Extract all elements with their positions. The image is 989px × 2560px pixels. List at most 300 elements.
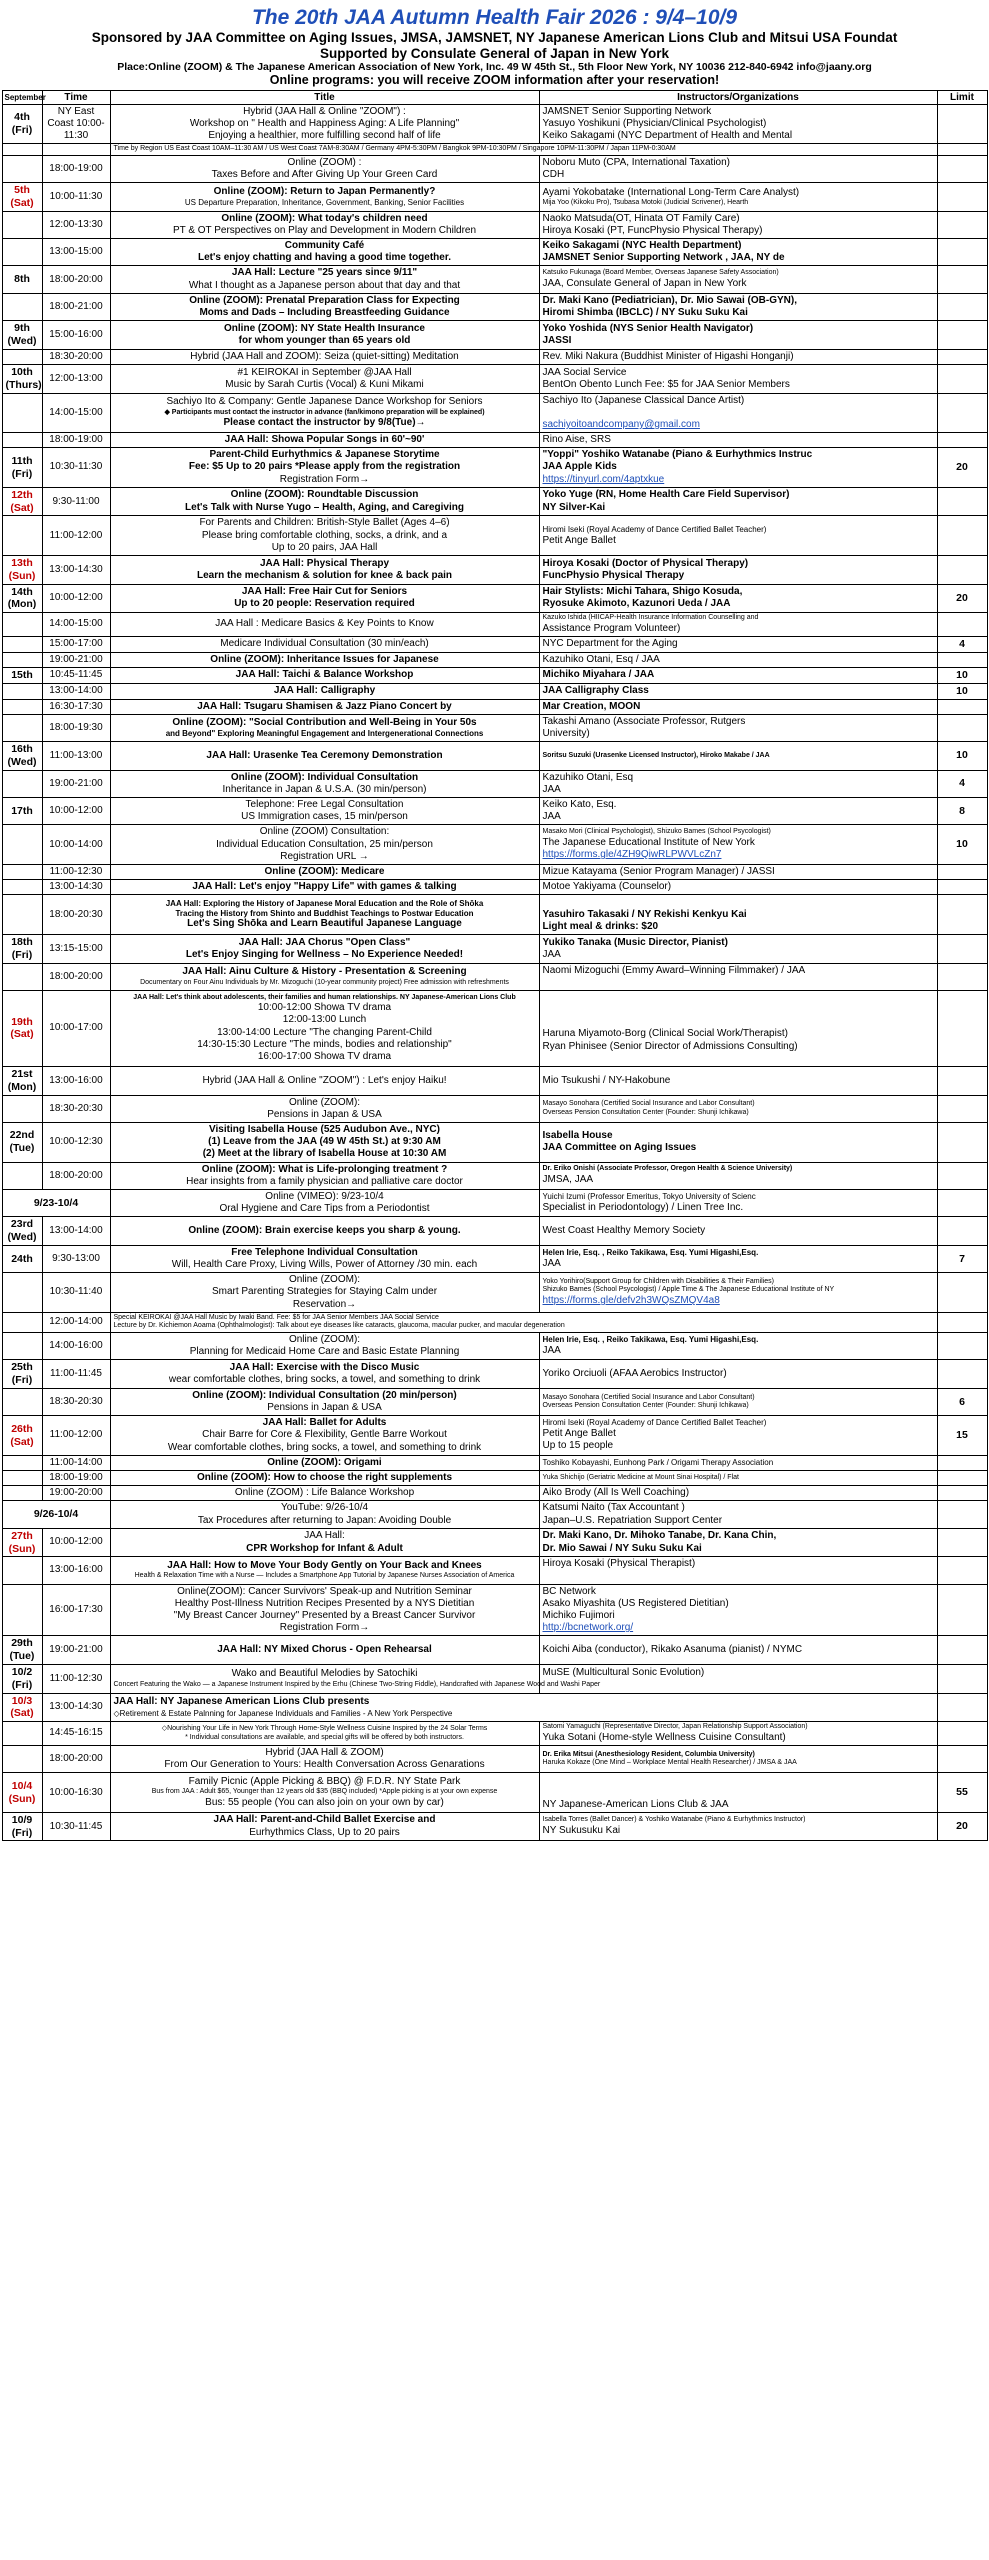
instructor-line: Ayami Yokobatake (International Long-Term Care Analyst) xyxy=(542,186,800,198)
title-line: Online (ZOOM): What is Life-prolonging treatment ? xyxy=(201,1163,448,1175)
sponsor-line: Sponsored by JAA Committee on Aging Issues, JMSA, JAMSNET, NY Japanese American Lions Club and Mitsui USA Foundat xyxy=(91,30,898,46)
title-line: Online (ZOOM) : xyxy=(287,156,362,168)
row-instructor xyxy=(539,433,937,448)
row-time: 18:00-19:00 xyxy=(42,433,110,448)
row-time: 18:30-20:00 xyxy=(42,349,110,364)
title-line: Bus: 55 people (You can also join on your own by car) xyxy=(205,1796,444,1808)
instructor-line: NY Silver-Kai xyxy=(542,501,606,513)
row-instructor xyxy=(539,1416,937,1456)
row-limit xyxy=(937,1455,987,1470)
row-title xyxy=(110,487,539,516)
instructor-line: JAA xyxy=(542,1257,561,1269)
row-title xyxy=(110,934,539,963)
table-row xyxy=(2,1189,987,1216)
instructor-line: Hiroya Kosaki (Physical Therapist) xyxy=(542,1558,696,1570)
row-limit xyxy=(937,1273,987,1313)
title-line: JAA Hall: JAA Chorus "Open Class" xyxy=(238,936,411,948)
row-time: 13:00-15:00 xyxy=(42,239,110,266)
instructor-line: BentOn Obento Lunch Fee: $5 for JAA Senior Members xyxy=(542,378,790,390)
instructor-line: Naoko Matsuda(OT, Hinata OT Family Care) xyxy=(542,212,740,224)
table-row xyxy=(2,144,987,156)
row-date xyxy=(2,393,42,433)
title-line: Documentary on Four Ainu Individuals by Mr. Mizoguchi (10-year community project) Free admission with refreshments xyxy=(140,978,509,986)
instructor-line: Overseas Pension Consultation Center (Founder: Shunji Ichikawa) xyxy=(542,1108,749,1116)
row-title xyxy=(110,1584,539,1636)
title-line: JAA Hall: Lecture "25 years since 9/11" xyxy=(231,267,418,279)
row-limit xyxy=(937,895,987,935)
online-note: Online programs: you will receive ZOOM information after your reservation! xyxy=(269,73,720,88)
row-date xyxy=(2,613,42,637)
row-title xyxy=(110,864,539,879)
table-row xyxy=(2,934,987,963)
row-limit xyxy=(937,714,987,741)
instructor-line xyxy=(543,992,934,1004)
title-line: 14:30-15:30 Lecture "The minds, bodies and relationship" xyxy=(197,1038,452,1050)
instructor-line: NY Sukusuku Kai xyxy=(542,1824,621,1836)
instructor-line: Yuichi Izumi (Professor Emeritus, Tokyo University of Scienc xyxy=(542,1192,756,1202)
title-line: Online (ZOOM): "Social Contribution and Well-Being in Your 50s xyxy=(172,716,477,728)
row-time: 11:00-12:30 xyxy=(42,1665,110,1694)
registration-link[interactable]: https://forms.gle/4ZH9QiwRLPWVLcZn7 xyxy=(542,848,722,860)
row-limit xyxy=(937,1665,987,1694)
row-title xyxy=(110,714,539,741)
row-date: 10/4 (Sun) xyxy=(2,1773,42,1813)
row-instructor xyxy=(539,1745,937,1772)
row-date: 4th (Fri) xyxy=(2,104,42,144)
title-line: Let's Sing Shōka and Learn Beautiful Japanese Language xyxy=(187,918,462,930)
row-date xyxy=(2,144,42,156)
instructor-line: Hiromi Iseki (Royal Academy of Dance Certified Ballet Teacher) xyxy=(542,524,767,534)
row-time: 19:00-21:00 xyxy=(42,770,110,797)
table-row xyxy=(2,895,987,935)
row-limit xyxy=(937,487,987,516)
table-row xyxy=(2,770,987,797)
row-limit: 55 xyxy=(937,1773,987,1813)
title-line: What I thought as a Japanese person about that day and that xyxy=(188,279,461,291)
row-limit xyxy=(937,1693,987,1722)
row-title xyxy=(110,266,539,293)
row-time: 12:00-13:30 xyxy=(42,211,110,238)
row-title xyxy=(110,211,539,238)
title-line: wear comfortable clothes, bring socks, a towel, and something to drink xyxy=(168,1374,481,1386)
instructor-line: Dr. Maki Kano (Pediatrician), Dr. Mio Sawai (OB-GYN), xyxy=(542,294,797,306)
row-title xyxy=(110,183,539,212)
row-instructor xyxy=(539,667,937,683)
registration-link[interactable]: https://forms.gle/defv2h3WQsZMQV4a8 xyxy=(542,1294,720,1306)
instructor-line xyxy=(543,977,934,989)
row-limit: 10 xyxy=(937,825,987,865)
column-header-instructor: Instructors/Organizations xyxy=(539,90,937,104)
instructor-line: JAA Committee on Aging Issues xyxy=(542,1142,697,1154)
row-instructor xyxy=(539,1812,937,1841)
row-date: 27th (Sun) xyxy=(2,1528,42,1557)
instructor-line: Dr. Mio Sawai / NY Suku Suku Kai xyxy=(542,1542,702,1554)
table-row xyxy=(2,990,987,1066)
row-limit xyxy=(937,990,987,1066)
row-limit: 6 xyxy=(937,1388,987,1415)
row-title xyxy=(110,1745,539,1772)
row-instructor xyxy=(539,364,937,393)
row-time: 18:00-19:00 xyxy=(42,155,110,182)
row-title xyxy=(110,613,539,637)
title-line: JAA Hall: Free Hair Cut for Seniors xyxy=(241,586,408,598)
table-row xyxy=(2,1095,987,1122)
instructor-line: MuSE (Multicultural Sonic Evolution) xyxy=(542,1666,705,1678)
instructor-line: Yuka Sotani (Home-style Wellness Cuisine Consultant) xyxy=(542,1731,786,1743)
row-limit xyxy=(937,1745,987,1772)
table-row xyxy=(2,963,987,990)
table-row xyxy=(2,1470,987,1485)
title-line: Please bring comfortable clothing, socks, a drink, and a xyxy=(201,529,448,541)
row-date xyxy=(2,714,42,741)
row-title xyxy=(110,239,539,266)
schedule-header-row xyxy=(2,90,987,104)
row-time: 13:15-15:00 xyxy=(42,934,110,963)
instructor-line: Helen Irie, Esq. , Reiko Takikawa, Esq. Yumi Higashi,Esq. xyxy=(542,1335,759,1345)
row-title xyxy=(110,683,539,699)
instructor-line xyxy=(543,1016,934,1028)
table-row xyxy=(2,880,987,895)
table-row xyxy=(2,584,987,613)
instructor-line: Yoko Yuge (RN, Home Health Care Field Supervisor) xyxy=(542,489,790,501)
row-instructor xyxy=(539,1665,937,1694)
instructor-line: Yoko Yoshida (NYS Senior Health Navigator) xyxy=(542,322,754,334)
title-line: * Individual consultations are available, and special gifts will be offered by both instructors. xyxy=(185,1733,464,1741)
instructor-line xyxy=(543,1004,934,1016)
row-instructor xyxy=(539,963,937,990)
title-line: YouTube: 9/26-10/4 xyxy=(280,1502,369,1514)
row-limit xyxy=(937,1095,987,1122)
instructor-line: Soritsu Suzuki (Urasenke Licensed Instructor), Hiroko Makabe / JAA xyxy=(542,751,770,759)
row-time: 18:00-19:00 xyxy=(42,1470,110,1485)
row-date xyxy=(2,349,42,364)
title-line: Online (ZOOM) Consultation: xyxy=(259,826,390,838)
table-row xyxy=(2,1557,987,1584)
row-instructor xyxy=(539,770,937,797)
row-time: 14:45-16:15 xyxy=(42,1722,110,1746)
row-limit: 20 xyxy=(937,584,987,613)
title-line: Free Telephone Individual Consultation xyxy=(231,1246,418,1258)
row-instructor xyxy=(539,1722,937,1746)
instructor-line: Masayo Sonohara (Certified Social Insurance and Labor Consultant) xyxy=(542,1393,755,1401)
title-line: Chair Barre for Core & Flexibility, Gentle Barre Workout xyxy=(202,1429,447,1441)
row-instructor xyxy=(539,1557,937,1584)
row-time: 10:00-17:00 xyxy=(42,990,110,1066)
row-limit xyxy=(937,183,987,212)
row-date xyxy=(2,1162,42,1189)
row-time: 9:30-11:00 xyxy=(42,487,110,516)
row-limit xyxy=(937,144,987,156)
table-row xyxy=(2,1360,987,1389)
table-row xyxy=(2,1217,987,1246)
title-line: Lecture by Dr. Kichiemon Aoama (Ophthalmologist): Talk about eye diseases like cataracts, glaucoma, macular pucker, and macular degeneration xyxy=(113,1322,565,1330)
title-line: Bus from JAA : Adult $65, Younger than 12 years old $35 (BBQ included) *Apple picking is at your own expense xyxy=(151,1788,498,1796)
row-limit xyxy=(937,1528,987,1557)
row-date: 10/9 (Fri) xyxy=(2,1812,42,1841)
row-limit xyxy=(937,1486,987,1501)
title-line: Fee: $5 Up to 20 pairs *Please apply from the registration xyxy=(188,461,461,473)
row-instructor xyxy=(539,321,937,350)
instructor-line: Yuka Shichijo (Geriatric Medicine at Mount Sinai Hospital) / Flat xyxy=(542,1473,739,1481)
table-row xyxy=(2,742,987,771)
title-line: Hybrid (JAA Hall & Online "ZOOM") : Let's enjoy Haiku! xyxy=(202,1074,447,1086)
row-instructor xyxy=(539,104,937,144)
instructor-line: Takashi Amano (Associate Professor, Rutgers xyxy=(542,715,746,727)
row-date: 10th (Thurs) xyxy=(2,364,42,393)
table-row xyxy=(2,1273,987,1313)
instructor-line: Katsumi Naito (Tax Accountant ) xyxy=(542,1502,685,1514)
row-title xyxy=(110,742,539,771)
row-limit: 20 xyxy=(937,448,987,488)
instructor-line: Mio Tsukushi / NY-Hakobune xyxy=(542,1074,671,1086)
row-date xyxy=(2,1332,42,1359)
row-date xyxy=(2,825,42,865)
registration-link[interactable]: http://bcnetwork.org/ xyxy=(542,1622,634,1634)
row-date: 9th (Wed) xyxy=(2,321,42,350)
row-date xyxy=(2,239,42,266)
title-line: (1) Leave from the JAA (49 W 45th St.) at 9:30 AM xyxy=(208,1136,441,1148)
row-limit xyxy=(937,963,987,990)
row-limit xyxy=(937,433,987,448)
table-row xyxy=(2,393,987,433)
title-line: 13:00-14:00 Lecture "The changing Parent-Child xyxy=(217,1026,432,1038)
row-limit xyxy=(937,1217,987,1246)
row-instructor xyxy=(539,1486,937,1501)
table-row xyxy=(2,667,987,683)
instructor-line: Michiko Miyahara / JAA xyxy=(542,669,655,681)
row-title xyxy=(110,516,539,556)
title-line: JAA Hall: How to Move Your Body Gently on Your Back and Knees xyxy=(167,1560,482,1572)
instructor-line: Mizue Katayama (Senior Program Manager) / JASSI xyxy=(542,865,775,877)
title-line: Online (ZOOM): Inheritance Issues for Japanese xyxy=(210,653,439,665)
row-date: 9/23-10/4 xyxy=(2,1189,110,1216)
title-line: Online (ZOOM): Brain exercise keeps you sharp & young. xyxy=(188,1224,461,1236)
title-line: (2) Meet at the library of Isabella House at 10:30 AM xyxy=(202,1148,447,1160)
table-row xyxy=(2,104,987,144)
row-time: 10:00-12:00 xyxy=(42,1528,110,1557)
row-instructor xyxy=(539,293,937,320)
row-time: 11:00-13:00 xyxy=(42,742,110,771)
registration-link[interactable]: https://tinyurl.com/4aptxkue xyxy=(542,473,665,485)
registration-link[interactable]: sachiyoitoandcompany@gmail.com xyxy=(542,418,700,430)
instructor-line: Yoko Yorihiro(Support Group for Children with Disabilities & Their Families) xyxy=(542,1277,774,1285)
row-title xyxy=(110,1360,539,1389)
row-instructor xyxy=(539,1122,937,1162)
row-limit xyxy=(937,1636,987,1665)
title-line: Hear insights from a family physician and palliative care doctor xyxy=(186,1175,463,1187)
row-time: 13:00-14:00 xyxy=(42,1217,110,1246)
instructor-line xyxy=(543,1774,934,1786)
instructor-line: NYC Department for the Aging xyxy=(542,638,678,650)
row-time: 10:00-16:30 xyxy=(42,1773,110,1813)
row-date: 10/2 (Fri) xyxy=(2,1665,42,1694)
row-instructor xyxy=(539,652,937,667)
instructor-line: Yasuyo Yoshikuni (Physician/Clinical Psychologist) xyxy=(542,117,767,129)
row-time: 11:00-12:00 xyxy=(42,1416,110,1456)
schedule-body xyxy=(2,104,987,1841)
row-title xyxy=(110,155,539,182)
title-line: JAA Hall: Exercise with the Disco Music xyxy=(229,1361,420,1373)
row-time: 19:00-21:00 xyxy=(42,1636,110,1665)
row-date xyxy=(2,963,42,990)
row-limit xyxy=(937,1584,987,1636)
table-row xyxy=(2,1501,987,1528)
instructor-line: Mija Yoo (Kikoku Pro), Tsubasa Motoki (Judicial Scrivener), Hearth xyxy=(542,198,749,206)
row-time: 10:45-11:45 xyxy=(42,667,110,683)
title-line: Learn the mechanism & solution for knee & back pain xyxy=(196,569,453,581)
title-line: JAA Hall: xyxy=(304,1530,345,1542)
row-title xyxy=(110,393,539,433)
title-line: Online (ZOOM): Origami xyxy=(267,1456,382,1468)
row-time: 15:00-17:00 xyxy=(42,636,110,652)
row-instructor xyxy=(539,1388,937,1415)
instructor-line: Sachiyo Ito (Japanese Classical Dance Artist) xyxy=(542,394,745,406)
row-title xyxy=(110,667,539,683)
row-date: 24th xyxy=(2,1245,42,1272)
row-instructor xyxy=(539,1360,937,1389)
row-instructor xyxy=(539,183,937,212)
instructor-line: JAA xyxy=(542,948,561,960)
row-title xyxy=(110,1636,539,1665)
instructor-line: Aiko Brody (All Is Well Coaching) xyxy=(542,1487,690,1499)
title-line: Parent-Child Eurhythmics & Japanese Storytime xyxy=(209,449,440,461)
row-instructor xyxy=(539,1584,937,1636)
row-title xyxy=(110,699,539,714)
table-row xyxy=(2,1528,987,1557)
column-header-title: Title xyxy=(110,90,539,104)
row-instructor xyxy=(539,1217,937,1246)
title-line: ◆ Participants must contact the instructor in advance (fan/kimono preparation will be explained) xyxy=(164,408,485,416)
row-time: 18:00-21:00 xyxy=(42,293,110,320)
row-limit xyxy=(937,1162,987,1189)
row-date: 13th (Sun) xyxy=(2,556,42,585)
instructor-line: Haruna Miyamoto-Borg (Clinical Social Work/Therapist) xyxy=(542,1028,788,1040)
instructor-line: Kazuhiko Otani, Esq / JAA xyxy=(542,653,660,665)
row-instructor xyxy=(539,349,937,364)
row-limit: 7 xyxy=(937,1245,987,1272)
row-title xyxy=(110,104,539,144)
row-instructor xyxy=(539,1095,937,1122)
title-line: 10:00-12:00 Showa TV drama xyxy=(257,1002,392,1014)
instructor-line: BC Network xyxy=(542,1585,596,1597)
row-instructor xyxy=(539,699,937,714)
title-line: Online (ZOOM): Medicare xyxy=(264,865,385,877)
title-line: and Beyond" Exploring Meaningful Engagement and Intergenerational Connections xyxy=(165,729,484,739)
title-line: Up to 20 pairs, JAA Hall xyxy=(271,541,378,553)
row-limit: 10 xyxy=(937,667,987,683)
title-line: Concert Featuring the Wako — a Japanese Instrument Inspired by the Erhu (Chinese Two-String Fiddle), Handcrafted with Japanese Wood and Washi Paper xyxy=(113,1680,601,1688)
row-time: 15:00-16:00 xyxy=(42,321,110,350)
row-limit xyxy=(937,880,987,895)
title-line: Pensions in Japan & USA xyxy=(267,1108,382,1120)
row-time: 16:30-17:30 xyxy=(42,699,110,714)
instructor-line: West Coast Healthy Memory Society xyxy=(542,1224,706,1236)
row-limit: 8 xyxy=(937,798,987,825)
instructor-line: Keiko Sakagami (NYC Health Department) xyxy=(542,240,742,252)
title-line: JAA Hall: Taichi & Balance Workshop xyxy=(235,669,414,681)
row-limit xyxy=(937,1557,987,1584)
instructor-line: Rev. Miki Nakura (Buddhist Minister of Higashi Honganji) xyxy=(542,350,794,362)
title-line: JAA Hall : Medicare Basics & Key Points to Know xyxy=(215,618,434,630)
instructor-line xyxy=(543,1571,934,1583)
row-title xyxy=(110,895,539,935)
place-line: Place:Online (ZOOM) & The Japanese American Association of New York, Inc. 49 W 45th St., 5th Floor New York, NY 10036 212-840-6942 info@jaany.org xyxy=(117,61,872,74)
instructor-line: Satomi Yamaguchi (Representative Director, Japan Relationship Support Association) xyxy=(542,1723,808,1731)
row-date xyxy=(2,1584,42,1636)
instructor-line: Light meal & drinks: $20 xyxy=(542,920,659,932)
title-line: Eurhythmics Class, Up to 20 pairs xyxy=(249,1826,400,1838)
row-time: 11:00-11:45 xyxy=(42,1360,110,1389)
title-line: JAA Hall: Calligraphy xyxy=(273,685,376,696)
row-instructor xyxy=(539,393,937,433)
schedule-table xyxy=(2,90,988,1842)
row-instructor xyxy=(539,155,937,182)
title-line: Health & Relaxation Time with a Nurse — Includes a Smartphone App Tutorial by Japanese Nurses Association of America xyxy=(134,1572,515,1580)
row-title xyxy=(110,1812,539,1841)
instructor-line: Noboru Muto (CPA, International Taxation) xyxy=(542,156,731,168)
row-limit xyxy=(937,155,987,182)
title-line: JAA Hall: Showa Popular Songs in 60'~90' xyxy=(224,434,425,446)
row-time: 10:30-11:30 xyxy=(42,448,110,488)
row-instructor xyxy=(539,1067,937,1096)
table-row xyxy=(2,1416,987,1456)
row-date: 23rd (Wed) xyxy=(2,1217,42,1246)
row-instructor xyxy=(539,487,937,516)
title-line: Hybrid (JAA Hall & Online "ZOOM") : xyxy=(243,105,406,117)
row-title xyxy=(110,825,539,865)
instructor-line: JAMSNET Senior Supporting Network xyxy=(542,105,712,117)
row-date: 22nd (Tue) xyxy=(2,1122,42,1162)
row-time: 18:00-19:30 xyxy=(42,714,110,741)
instructor-line: Petit Ange Ballet xyxy=(542,1428,616,1440)
instructor-line: Dr. Eriko Onishi (Associate Professor, Oregon Health & Science University) xyxy=(542,1165,793,1173)
table-row xyxy=(2,1245,987,1272)
title-line: JAA Hall: Tsugaru Shamisen & Jazz Piano Concert by xyxy=(197,700,452,712)
row-limit xyxy=(937,293,987,320)
row-instructor xyxy=(539,990,937,1066)
row-time: 19:00-20:00 xyxy=(42,1486,110,1501)
title-line: Medicare Individual Consultation (30 min/each) xyxy=(220,638,429,650)
instructor-line xyxy=(543,1787,934,1799)
title-line: Online (ZOOM): xyxy=(288,1274,361,1286)
instructor-line: JAMSNET Senior Supporting Network , JAA, NY de xyxy=(542,252,785,264)
row-time: 16:00-17:30 xyxy=(42,1584,110,1636)
row-date xyxy=(2,1095,42,1122)
title-line: ◇Retirement & Estate Palnning for Japanese Individuals and Families - A New York Perspective xyxy=(113,1708,453,1718)
instructor-line: Overseas Pension Consultation Center (Founder: Shunji Ichikawa) xyxy=(542,1402,749,1410)
row-time: 10:00-12:00 xyxy=(42,798,110,825)
row-instructor xyxy=(539,1273,937,1313)
title-line: Reservation→ xyxy=(292,1298,357,1310)
row-time: 9:30-13:00 xyxy=(42,1245,110,1272)
instructor-line: Hiromi Iseki (Royal Academy of Dance Certified Ballet Teacher) xyxy=(542,1418,767,1428)
title-line: Smart Parenting Strategies for Staying Calm under xyxy=(211,1286,438,1298)
instructor-line: Isabella House xyxy=(542,1130,613,1142)
row-limit: 4 xyxy=(937,636,987,652)
row-date xyxy=(2,1486,42,1501)
row-date: 18th (Fri) xyxy=(2,934,42,963)
row-limit xyxy=(937,556,987,585)
row-date xyxy=(2,770,42,797)
instructor-line: Shizuko Bames (School Psycologist) / Apple Time & The Japanese Educational Institute of NY xyxy=(542,1286,835,1294)
row-date: 9/26-10/4 xyxy=(2,1501,110,1528)
title-line: Pensions in Japan & USA xyxy=(267,1402,382,1414)
table-row xyxy=(2,1693,987,1722)
title-line: Let's Enjoy Singing for Wellness – No Experience Needed! xyxy=(185,948,464,960)
row-time: 18:00-20:00 xyxy=(42,266,110,293)
table-row xyxy=(2,652,987,667)
title-line: ◇Nourishing Your Life in New York Through Home-Style Wellness Cuisine Inspired by the 24 Solar Terms xyxy=(161,1725,488,1733)
